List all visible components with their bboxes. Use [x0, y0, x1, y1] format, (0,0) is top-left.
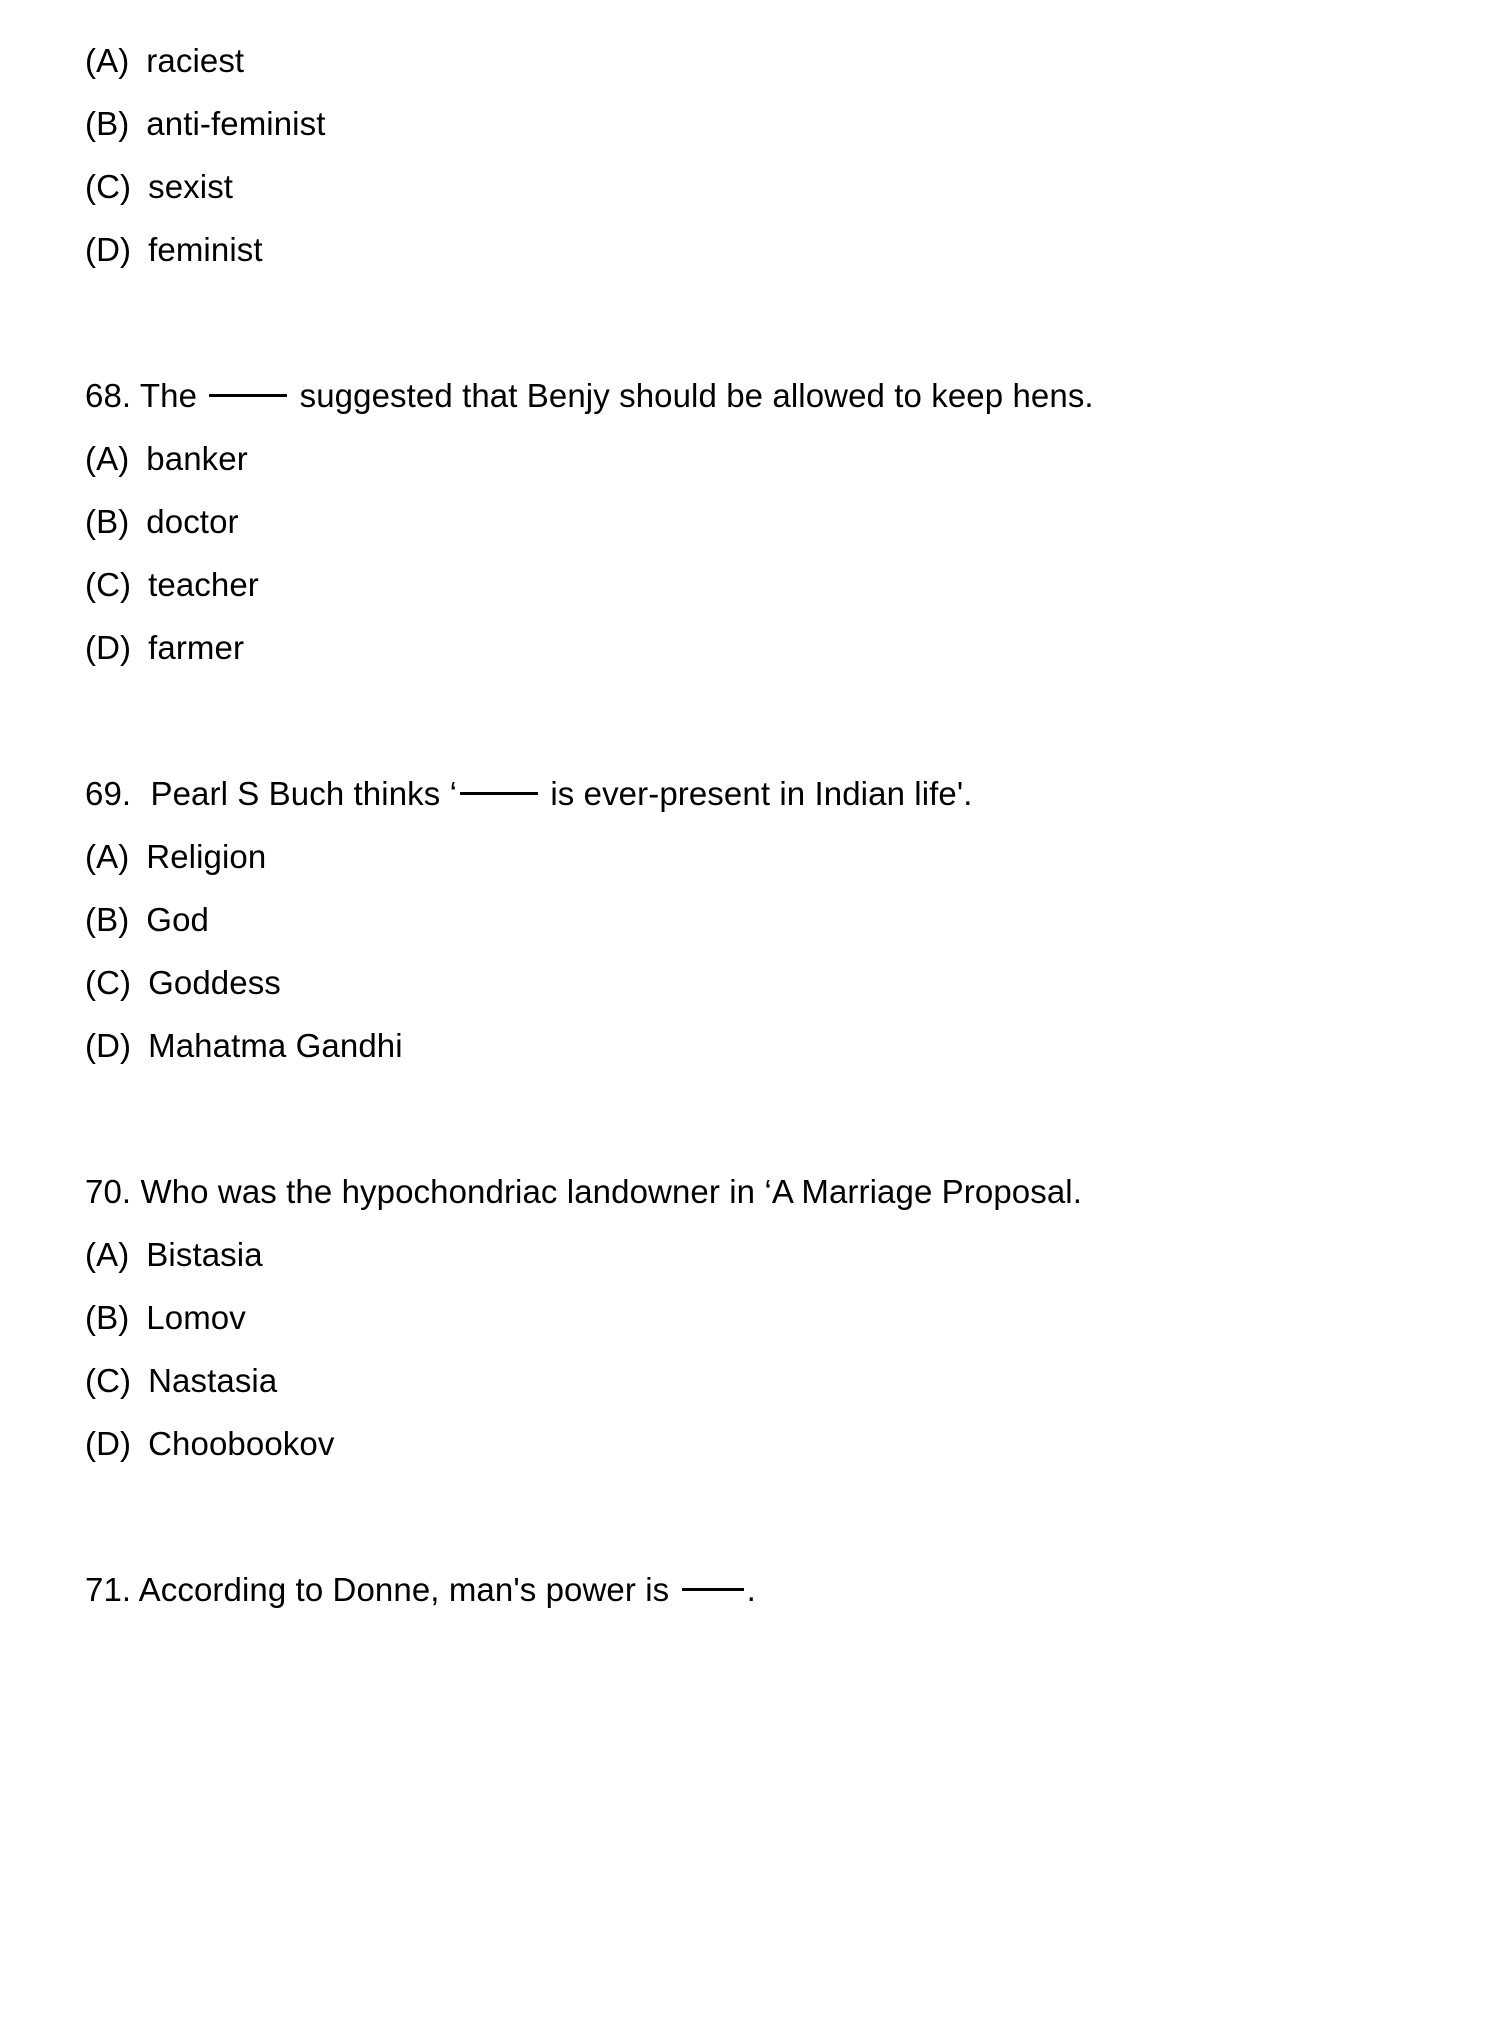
- option-a[interactable]: [85, 840, 266, 873]
- block-gap: [85, 1460, 1405, 1543]
- stem-text-before-blank: Pearl S Buch thinks ‘: [150, 775, 458, 812]
- option-label: banker: [146, 440, 248, 477]
- block-gap: [85, 664, 1405, 747]
- question-stem-row: [85, 349, 1405, 412]
- question-stem-row: [85, 1543, 1405, 1606]
- option-a[interactable]: [85, 442, 248, 475]
- stem-text-after-blank: suggested that Benjy should be allowed to keep hens.: [299, 377, 1094, 414]
- option-label: farmer: [148, 629, 245, 666]
- option-key: (D): [85, 1027, 132, 1064]
- option-row[interactable]: [85, 1397, 1405, 1460]
- option-row[interactable]: [85, 936, 1405, 999]
- option-key: (A): [85, 42, 130, 79]
- option-d[interactable]: [85, 1427, 334, 1460]
- option-b[interactable]: [85, 107, 326, 140]
- option-label: feminist: [148, 231, 263, 268]
- option-c[interactable]: [85, 170, 233, 203]
- option-row[interactable]: [85, 412, 1405, 475]
- option-key: (B): [85, 1299, 130, 1336]
- option-key: (C): [85, 964, 132, 1001]
- question-stem-71: [85, 1573, 756, 1606]
- option-row[interactable]: [85, 810, 1405, 873]
- page-top-spacer: [85, 0, 1405, 14]
- question-block-70: [85, 1145, 1405, 1460]
- option-label: sexist: [148, 168, 234, 205]
- stem-text-before-blank: Who was the hypochondriac landowner in ‘A Marriage Proposal.: [140, 1173, 1082, 1210]
- option-key: (B): [85, 105, 130, 142]
- option-key: (C): [85, 168, 132, 205]
- question-number: 69.: [85, 775, 132, 812]
- option-key: (A): [85, 440, 130, 477]
- option-key: (D): [85, 231, 132, 268]
- option-label: God: [146, 901, 209, 938]
- option-a[interactable]: [85, 44, 244, 77]
- option-d[interactable]: [85, 1029, 403, 1062]
- option-label: Nastasia: [148, 1362, 278, 1399]
- question-number: 71.: [85, 1571, 132, 1608]
- question-stem-70: [85, 1175, 1082, 1208]
- option-key: (B): [85, 901, 130, 938]
- option-row[interactable]: [85, 203, 1405, 266]
- question-block-69: [85, 747, 1405, 1062]
- option-key: (C): [85, 566, 132, 603]
- option-label: Religion: [146, 838, 267, 875]
- option-row[interactable]: [85, 77, 1405, 140]
- question-block-67: [85, 14, 1405, 266]
- option-b[interactable]: [85, 505, 239, 538]
- option-row[interactable]: [85, 140, 1405, 203]
- question-block-68: [85, 349, 1405, 664]
- option-row[interactable]: [85, 873, 1405, 936]
- fill-blank-rule: [460, 792, 538, 795]
- option-row[interactable]: [85, 999, 1405, 1062]
- question-number: 68.: [85, 377, 132, 414]
- option-row[interactable]: [85, 538, 1405, 601]
- option-key: (B): [85, 503, 130, 540]
- option-key: (C): [85, 1362, 132, 1399]
- option-label: Goddess: [148, 964, 281, 1001]
- stem-text-before-blank: The: [139, 377, 198, 414]
- option-d[interactable]: [85, 233, 263, 266]
- option-label: Choobookov: [148, 1425, 335, 1462]
- stem-text-after-blank: is ever-present in Indian life'.: [550, 775, 973, 812]
- question-stem-row: [85, 747, 1405, 810]
- question-stem-row: [85, 1145, 1405, 1208]
- question-stem-68: [85, 379, 1094, 412]
- option-row[interactable]: [85, 1208, 1405, 1271]
- option-row[interactable]: [85, 1271, 1405, 1334]
- option-label: Lomov: [146, 1299, 246, 1336]
- option-a[interactable]: [85, 1238, 263, 1271]
- fill-blank-rule: [209, 394, 287, 397]
- option-key: (A): [85, 1236, 130, 1273]
- option-b[interactable]: [85, 1301, 246, 1334]
- option-key: (A): [85, 838, 130, 875]
- question-block-71: [85, 1543, 1405, 1606]
- option-d[interactable]: [85, 631, 244, 664]
- option-key: (D): [85, 1425, 132, 1462]
- stem-text-after-blank: .: [746, 1571, 756, 1608]
- question-stem-69: [85, 777, 973, 810]
- stem-text-before-blank: According to Donne, man's power is: [138, 1571, 670, 1608]
- option-row[interactable]: [85, 14, 1405, 77]
- option-label: anti-feminist: [146, 105, 326, 142]
- option-row[interactable]: [85, 1334, 1405, 1397]
- option-c[interactable]: [85, 568, 259, 601]
- option-label: raciest: [146, 42, 245, 79]
- option-row[interactable]: [85, 475, 1405, 538]
- option-c[interactable]: [85, 1364, 277, 1397]
- option-key: (D): [85, 629, 132, 666]
- option-label: Mahatma Gandhi: [148, 1027, 403, 1064]
- option-row[interactable]: [85, 601, 1405, 664]
- block-gap: [85, 266, 1405, 349]
- option-c[interactable]: [85, 966, 281, 999]
- fill-blank-rule: [682, 1588, 744, 1591]
- option-label: Bistasia: [146, 1236, 263, 1273]
- block-gap: [85, 1062, 1405, 1145]
- option-b[interactable]: [85, 903, 209, 936]
- option-label: teacher: [148, 566, 259, 603]
- question-number: 70.: [85, 1173, 132, 1210]
- option-label: doctor: [146, 503, 239, 540]
